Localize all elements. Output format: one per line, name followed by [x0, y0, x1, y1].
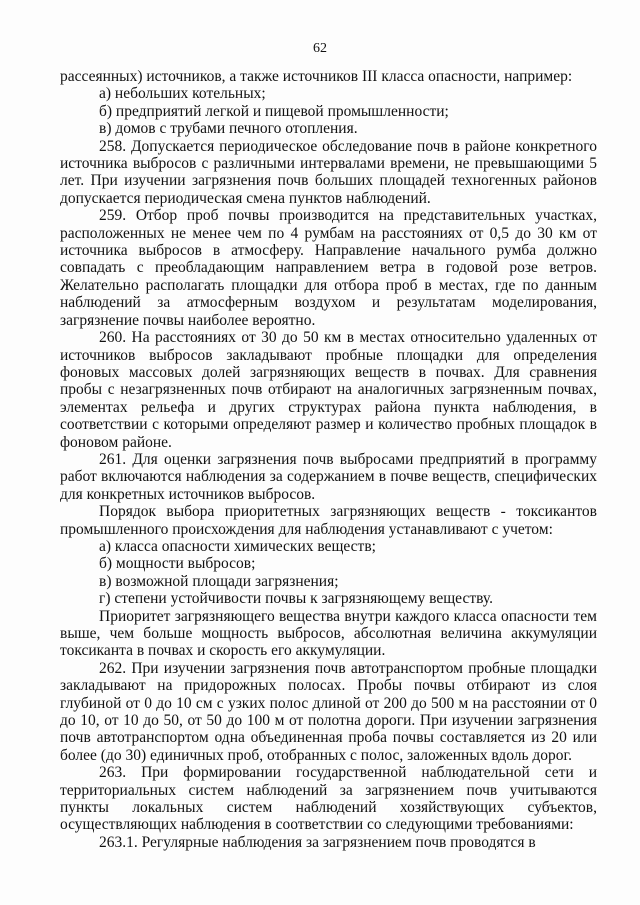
paragraph: Приоритет загрязняющего вещества внутри каждого класса опасности тем выше, чем больше мощность выбросов, абсолютная величина аккумуляции токсиканта в почвах и скорость его аккумуляции.	[60, 607, 597, 660]
paragraph-263: 263. При формировании государственной наблюдательной сети и территориальных систем наблюдений за загрязнением почв учитываются пункты локальных систем наблюдений хозяйствующих субъектов, осуществляющих наблюдения в соответствии со следующими требованиями:	[60, 764, 597, 834]
list-item: г) степени устойчивости почвы к загрязняющему веществу.	[99, 590, 493, 608]
paragraph-258: 258. Допускается периодическое обследование почв в районе конкретного источника выбросов с различными интервалами времени, не превышающими 5 лет. При изучении загрязнения почв больших площадей техногенных районов допускается периодическая смена пунктов наблюдений.	[60, 137, 597, 207]
paragraph-263-1: 263.1. Регулярные наблюдения за загрязнением почв проводятся в	[99, 833, 536, 851]
paragraph-261: 261. Для оценки загрязнения почв выбросами предприятий в программу работ включаются наблюдения за содержанием в почве веществ, специфических для конкретных источников выбросов.	[60, 450, 597, 503]
paragraph-260: 260. На расстояниях от 30 до 50 км в местах относительно удаленных от источников выбросов закладывают пробные площадки для определения фоновых массовых долей загрязняющих веществ в почвах. Для сравнения пробы с незагрязненных почв отбирают на аналогичных загрязненным почвах, элементах рельефа и других структурах района пункта наблюдения, в соответствии с которыми определяют размер и количество пробных площадок в фоновом районе.	[60, 329, 597, 451]
list-item: б) мощности выбросов;	[99, 555, 256, 573]
paragraph: рассеянных) источников, а также источников III класса опасности, например:	[60, 68, 573, 85]
document-body	[60, 68, 597, 851]
list-item: а) небольших котельных;	[99, 85, 266, 103]
list-item: а) класса опасности химических веществ;	[99, 537, 376, 555]
list-item: б) предприятий легкой и пищевой промышленности;	[99, 102, 449, 120]
paragraph-259: 259. Отбор проб почвы производится на представительных участках, расположенных не менее чем по 4 румбам на расстояниях от 0,5 до 30 км от источника выбросов в атмосферу. Направление начального румба должно совпадать с преобладающим направлением ветра в годовой розе ветров. Желательно располагать площадки для отбора проб в местах, где по данным наблюдений за атмосферным воздухом и результатам моделирования, загрязнение почвы наиболее вероятно.	[60, 207, 597, 329]
paragraph-262: 262. При изучении загрязнения почв автотранспортом пробные площадки закладывают на придорожных полосах. Пробы почвы отбирают из слоя глубиной от 0 до 10 см с узких полос длиной от 200 до 500 м на расстоянии от 0 до 10, от 10 до 50, от 50 до 100 м от полотна дороги. При изучении загрязнения почв автотранспортом одна объединенная проба почвы составляется из 20 или более (до 30) единичных проб, отобранных с полос, заложенных вдоль дорог.	[60, 659, 597, 764]
paragraph: Порядок выбора приоритетных загрязняющих веществ - токсикантов промышленного происхождения для наблюдения устанавливают с учетом:	[60, 503, 597, 538]
list-item: в) домов с трубами печного отопления.	[99, 120, 358, 138]
list-item: в) возможной площади загрязнения;	[99, 572, 339, 590]
page-number: 62	[313, 41, 327, 56]
